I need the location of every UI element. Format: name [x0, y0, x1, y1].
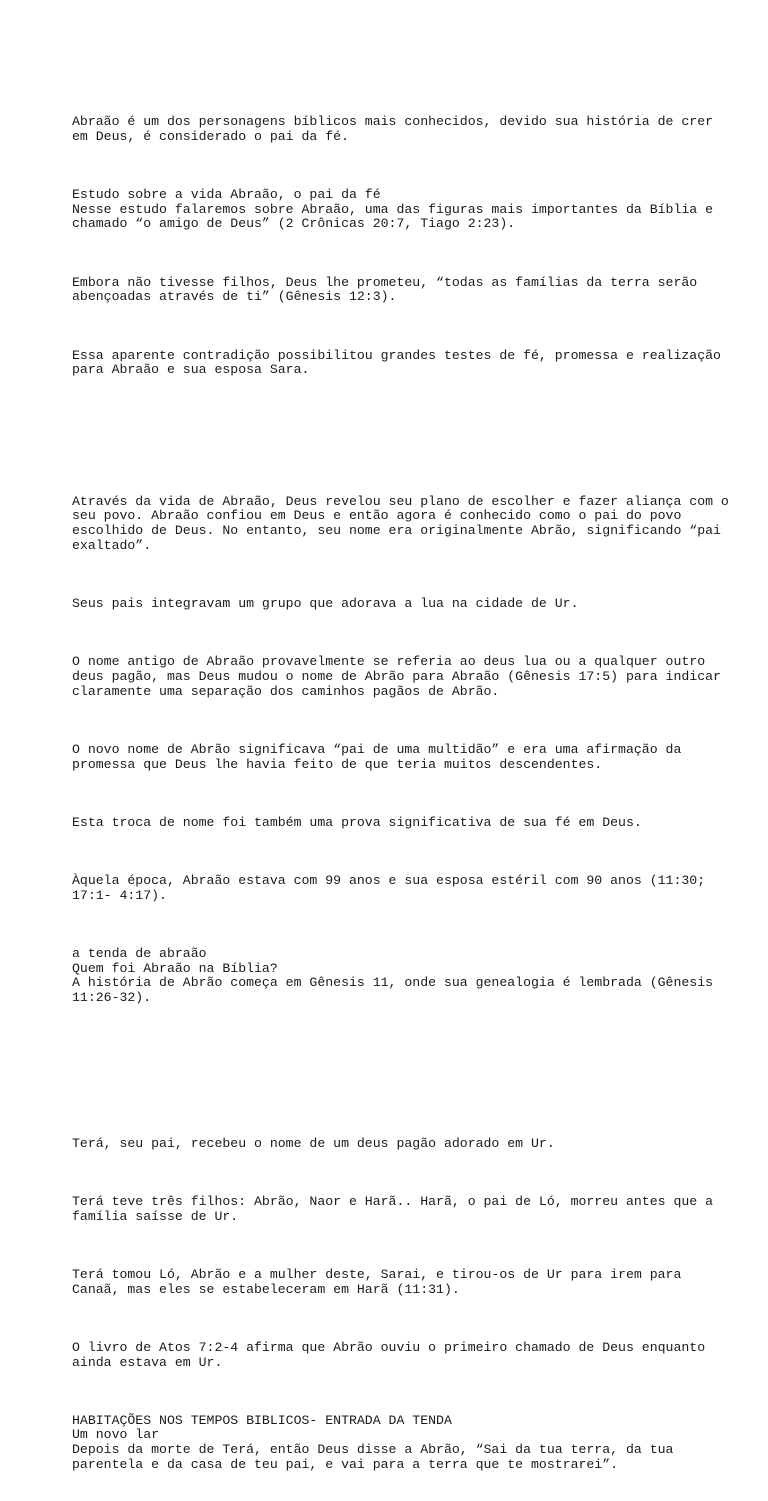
- paragraph-study-heading: Estudo sobre a vida Abraão, o pai da fé Nesse estudo falaremos sobre Abraão, uma das figuras mais importantes da Bíblia e chamado “o amigo de Deus” (2 Crônicas 20:7, Tiago 2:23).: [72, 187, 714, 232]
- paragraph-promise: Embora não tivesse filhos, Deus lhe prometeu, “todas as famílias da terra serão abençoadas através de ti” (Gênesis 12:3).: [72, 274, 698, 305]
- paragraph-old-name: O nome antigo de Abraão provavelmente se referia ao deus lua ou a qualquer outro deus pagão, mas Deus mudou o nome de Abrão para Abraão (Gênesis 17:5) para indicar claramente uma separação dos caminhos pagãos de Abrão.: [72, 654, 721, 699]
- paragraph-contradiction: Essa aparente contradição possibilitou grandes testes de fé, promessa e realização para Abraão e sua esposa Sara.: [72, 347, 721, 378]
- paragraph-tera: Terá, seu pai, recebeu o nome de um deus pagão adorado em Ur.: [72, 1135, 555, 1151]
- paragraph-new-home: HABITAÇÕES NOS TEMPOS BIBLICOS- ENTRADA DA TENDA Um novo lar Depois da morte de Terá, então Deus disse a Abrão, “Sai da tua terra, da tua parentela e da casa de teu pai, e vai para a terra que te mostrarei”.: [72, 1412, 674, 1472]
- spacer: [72, 422, 712, 466]
- paragraph-parents: Seus pais integravam um grupo que adorava a lua na cidade de Ur.: [72, 596, 579, 611]
- paragraph-new-name: O novo nome de Abrão significava “pai de uma multidão” e era uma afirmação da promessa que Deus lhe havia feito de que teria muitos descendentes.: [72, 741, 682, 772]
- paragraph-name-change: Esta troca de nome foi também uma prova significativa de sua fé em Deus.: [72, 814, 642, 830]
- paragraph-intro: Abraão é um dos personagens bíblicos mais conhecidos, devido sua história de crer em Deus, é considerado o pai da fé.: [72, 114, 714, 144]
- spacer: [72, 1049, 712, 1107]
- paragraph-who-was-abraham: a tenda de abraão Quem foi Abraão na Bíblia? A história de Abrão começa em Gênesis 11, onde sua genealogia é lembrada (Gênesis 11:26-32).: [72, 946, 714, 1006]
- document-page: [72, 86, 729, 1501]
- paragraph-covenant: Através da vida de Abraão, Deus revelou seu plano de escolher e fazer aliança com o seu povo. Abraão confiou em Deus e então agora é conhecido como o pai do povo escolhido de Deus. No entanto, seu nome era originalmente Abrão, significando “pai exaltado”.: [72, 493, 729, 553]
- paragraph-age: Àquela época, Abraão estava com 99 anos e sua esposa estéril com 90 anos (11:30; 17:1- 4:17).: [72, 873, 706, 903]
- paragraph-haran: Terá tomou Ló, Abrão e a mulher deste, Sarai, e tirou-os de Ur para irem para Canaã, mas eles se estabeleceram em Harã (11:31).: [72, 1266, 682, 1297]
- paragraph-acts: O livro de Atos 7:2-4 afirma que Abrão ouviu o primeiro chamado de Deus enquanto ainda estava em Ur.: [72, 1339, 706, 1370]
- paragraph-sons: Terá teve três filhos: Abrão, Naor e Harã.. Harã, o pai de Ló, morreu antes que a família saísse de Ur.: [72, 1193, 714, 1224]
